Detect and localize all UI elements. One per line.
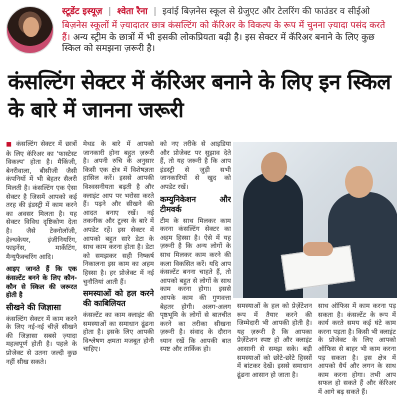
- section-brand: स्टूडेंट इस्यूज़: [62, 7, 103, 17]
- photo-person-head: [261, 152, 287, 182]
- byline-separator: |: [153, 7, 157, 17]
- article-photo: [233, 142, 397, 298]
- article-headline: कंसल्टिंग सेक्टर में कॅरिअर बनाने के लिए इन स्किल के बारे में जानना जरूरी: [8, 70, 391, 122]
- subheading: कम्युनिकेशन और टीमवर्क: [160, 194, 231, 214]
- column-4: [237, 302, 312, 398]
- paragraph: टीम के साथ मिलकर काम करना कंसल्टिंग सेक्टर का अहम हिस्सा है। ऐसे में यह ज़रूरी है कि अन्य लोगों के साथ मिलकर काम करने की कला विकसित करें। यदि आप कंसल्टेंट बनना चाहते हैं, तो आपको बहुत से लोगों के साथ काम करना होगा। इससे आपके काम की गुणवत्ता बेहतर होगी। अलग-अलग पृष्ठभूमि के लोगों से बातचीत करने का तरीका सीखना ज़रूरी है। संवाद के दौरान ध्यान रखें कि आपकी बात स्पष्ट और तार्किक हो।: [160, 216, 231, 354]
- paragraph: मेथड के बारे में आपको जानकारी होना बहुत ज़रूरी है। अपनी रुचि के अनुसार किसी एक क्षेत्र में विशेषज्ञता हासिल करें। इससे आपकी विश्वसनीयता बढ़ती है और क्लाइंट आप पर भरोसा करते हैं। पढ़ने और सीखने की आदत बनाए रखें। नई तकनीक और टूल्स के बारे में अपडेट रहें। इस सेक्टर में आपको बहुत सारे डेटा के साथ काम करना होता है। डेटा को समझकर सही निष्कर्ष निकालना इस काम का अहम हिस्सा है। हर प्रोजेक्ट में नई चुनौतियां आती हैं।: [83, 140, 154, 286]
- intro-rest: अन्य स्ट्रीम के छात्रों में भी इसकी लोकप्रियता बढ़ी है। इस सेक्टर में कॅरिअर बनाने के लिए कुछ स्किल को समझना ज़रूरी है।: [62, 32, 375, 54]
- subheading: समस्याओं को हल करने की काबिलियत: [83, 289, 154, 309]
- question-heading: आइए जानते हैं कि एक कंसल्टेंट बनने के लिए कौन-कौन से स्किल की जरूरत होती है: [6, 265, 77, 300]
- paragraph: समस्याओं के हल को प्रेज़ेंटेशन रूप में तैयार करने की जिम्मेदारी भी आपकी होती है। यह ज़रूरी है कि आपका प्रेज़ेंटेशन स्पष्ट हो और क्लाइंट आसानी से समझ सके। बड़ी समस्याओं को छोटे-छोटे हिस्सों में बांटकर देखें। इससे समाधान ढूंढना आसान हो जाता है।: [237, 302, 312, 379]
- photo-person-head: [345, 166, 373, 198]
- byline-separator: |: [108, 7, 112, 17]
- author-avatar: [6, 6, 54, 54]
- paragraph: को नए तरीके से आइडिया और प्रोजेक्ट पर सुझाव देते हैं, तो यह जरूरी है कि आप इंडस्ट्री से जुड़ी सभी जानकारियों से खुद को अपडेट रखें।: [160, 140, 231, 191]
- article-header: [0, 0, 400, 66]
- byline: [62, 6, 394, 18]
- column-5: [318, 302, 396, 398]
- paragraph: ■ कंसल्टिंग सेक्टर में छात्रों के लिए कॅरिअर का 'फास्टेस्ट विकल्प' होता है। मैकिंजी, बेनरीवाला, बीसीजी जैसी कंपनियों में भी बेहतर सैलरी मिलती है। कंसल्टिंग एक ऐसा सेक्टर है जिसमें आपको कई तरह की इंडस्ट्री में काम करने का अवसर मिलता है। यह सेक्टर विविध दृष्टिकोण देता है। जैसे टेक्नोलॉजी, हेल्थकेयर, इंजीनियरिंग, फाइनेंस, मार्केटिंग, मैन्युफैक्चरिंग आदि।: [6, 140, 77, 261]
- paragraph: कंसल्टेंट का काम क्लाइंट की समस्याओं का समाधान ढूंढना होता है। इसके लिए आपकी विश्लेषण क्षमता मजबूत होनी चाहिए।: [83, 311, 154, 354]
- paragraph: साथ ऑफिस में काम करना पड़ सकता है। कंसल्टेंट के रूप में कार्य करते समय कई घंटे काम करना पड़ता है। किसी भी क्लाइंट के प्रोजेक्ट के लिए आपको ऑफिस से बाहर भी काम करना पड़ सकता है। इस क्षेत्र में आपको धैर्य और लगन के साथ काम करना होगा। तभी आप सफल हो सकते हैं और कॅरिअर में आगे बढ़ सकते हैं।: [318, 302, 396, 396]
- column-2: [83, 140, 154, 398]
- column-1: [6, 140, 77, 398]
- article-intro: [62, 21, 394, 56]
- photo-hand: [303, 242, 333, 256]
- paragraph: कंसल्टिंग सेक्टर में काम करने के लिए नई-नई चीज़ें सीखने की जिज्ञासा सबसे ज़्यादा महत्वपूर्ण होती है। पहले के प्रोजेक्ट से उतना जल्दी कुछ नहीं सीख सकते।: [6, 314, 77, 366]
- column-3: [160, 140, 231, 398]
- author-name: श्वेता रैना: [117, 7, 148, 17]
- intro-highlight: बिज़नेस स्कूलों में ज़्यादातर छात्र कंसल्टिंग को कॅरिअर के विकल्प के रूप में चुनना ज़्यादा पसंद करते हैं।: [62, 21, 386, 43]
- subheading: सीखने की जिज्ञासा: [6, 302, 61, 312]
- author-role: इवांई बिज़नेस स्कूल से ग्रेजुएट और टेलरिंग की फाउंडर व सीईओ: [162, 7, 370, 17]
